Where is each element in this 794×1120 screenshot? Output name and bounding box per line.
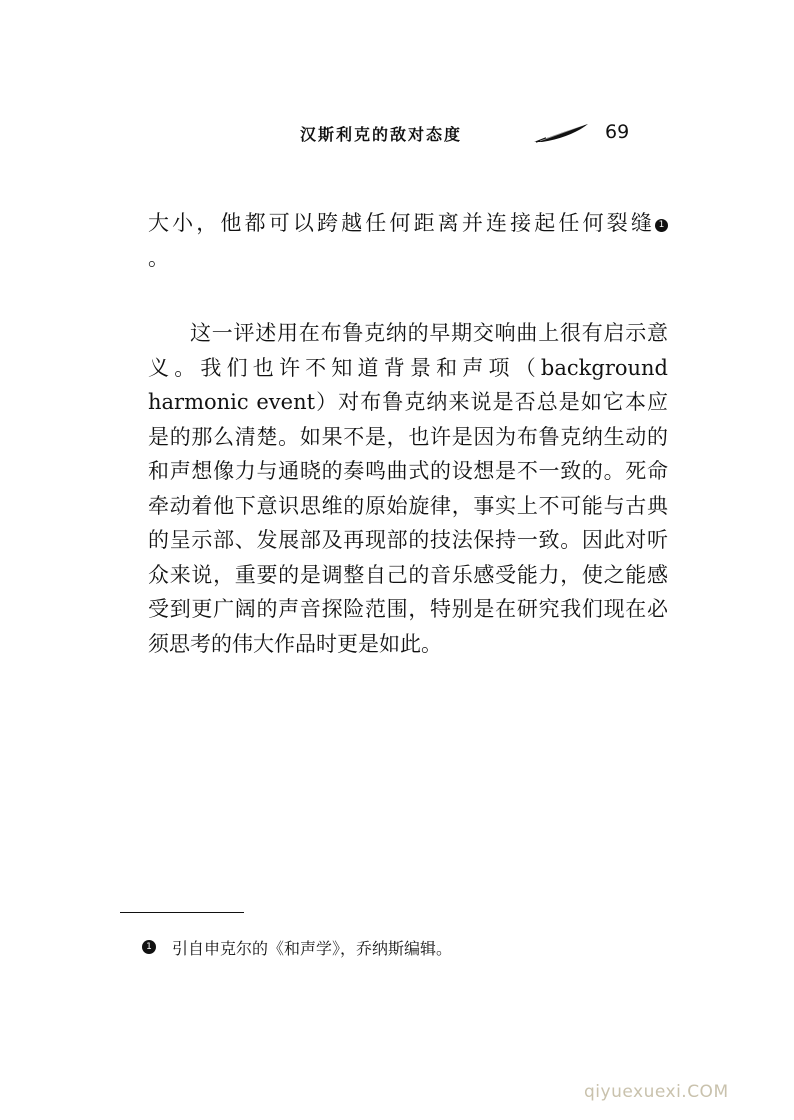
paragraph-text: 大小，他都可以跨越任何距离并连接起任何裂缝 (148, 211, 655, 235)
paragraph-body: 这一评述用在布鲁克纳的早期交响曲上很有启示意义。我们也许不知道背景和声项（background harmonic event）对布鲁克纳来说是否总是如它本应是的那么清楚。如果不是，也许是因为布鲁克纳生动的和声想像力与通晓的奏鸣曲式的设想是不一致的。死命牵动着他下意识思维的原始旋律，事实上不可能与古典的呈示部、发展部及再现部的技法保持一致。因此对听众来说，重要的是调整自己的音乐感受能力，使之能感受到更广阔的声音探险范围，特别是在研究我们现在必须思考的伟大作品时更是如此。 (148, 321, 668, 656)
paragraph-continued (148, 206, 668, 275)
footnote-reference-marker[interactable]: 1 (655, 219, 668, 232)
paragraph-punctuation: 。 (148, 245, 172, 270)
footnote (142, 936, 702, 962)
running-head (300, 118, 640, 150)
footnote-text: 引自申克尔的《和声学》，乔纳斯编辑。 (172, 939, 453, 958)
watermark: qiyuexuexi.COM (584, 1082, 729, 1102)
footnote-divider (120, 912, 244, 913)
quill-pen-icon (532, 122, 590, 144)
footnote-marker: 1 (142, 940, 156, 954)
page-number: 69 (605, 121, 630, 143)
running-title: 汉斯利克的敌对态度 (300, 125, 463, 144)
